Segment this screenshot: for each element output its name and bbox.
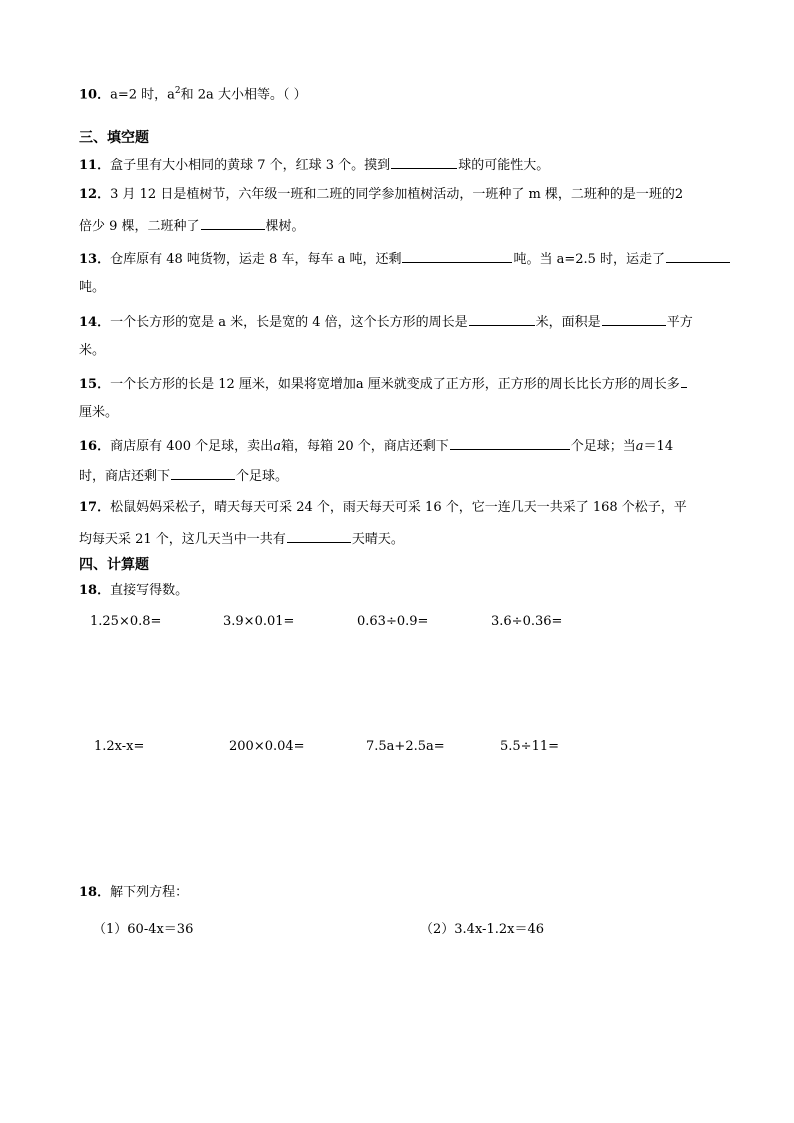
question-17-line2 — [79, 529, 404, 549]
exponent: 2 — [174, 86, 181, 96]
question-text: 商店原有 400 个足球，卖出 — [110, 439, 274, 454]
answer-blank[interactable] — [469, 312, 535, 326]
answer-blank[interactable] — [287, 529, 351, 543]
question-text: 棵树。 — [265, 219, 305, 234]
calc-item: 7.5a+2.5a= — [366, 739, 445, 754]
calc-item: 5.5÷11= — [500, 739, 560, 754]
question-text: 一个长方形的长是 12 厘米，如果将宽增加a 厘米就变成了正方形，正方形的周长比长方形的周长多 — [110, 377, 680, 392]
question-number: 16 — [79, 439, 98, 454]
question-text: 一个长方形的宽是 a 米，长是宽的 4 倍，这个长方形的周长是 — [110, 315, 468, 330]
calc-item: 3.6÷0.36= — [491, 614, 563, 629]
question-text: 均每天采 21 个，这几天当中一共有 — [79, 532, 286, 547]
answer-blank[interactable] — [402, 249, 512, 263]
section-title-fill-in: 三、填空题 — [79, 130, 149, 146]
equation-2: （2）3.4x-1.2x＝46 — [420, 922, 544, 937]
answer-blank[interactable] — [391, 155, 457, 169]
question-13: 13．仓库原有 48 吨货物，运走 8 车，每车 a 吨，还剩 吨。当 a=2.5 时，运走了 — [79, 249, 731, 269]
answer-blank[interactable] — [450, 436, 570, 450]
question-14: 14．一个长方形的宽是 a 米，长是宽的 4 倍，这个长方形的周长是 米，面积是 平方 — [79, 312, 693, 332]
equation-1: （1）60-4x＝36 — [93, 922, 194, 937]
question-10: 10．a=2 时，$a^2$和 2a 大小相等。（ ） — [79, 86, 307, 103]
question-14-line2: 米。 — [79, 343, 106, 358]
question-text: 盒子里有大小相同的黄球 7 个，红球 3 个。摸到 — [110, 158, 391, 173]
question-number: 18 — [79, 885, 98, 900]
question-text: 松鼠妈妈采松子，晴天每天可采 24 个，雨天每天可采 16 个，它一连几天一共采了 168 个松子，平 — [110, 500, 687, 515]
question-13-line2: 吨。 — [79, 280, 106, 295]
variable: a — [273, 439, 281, 454]
answer-blank[interactable] — [201, 216, 265, 230]
question-11: 11．盒子里有大小相同的黄球 7 个，红球 3 个。摸到 球的可能性大。 — [79, 155, 549, 175]
question-number: 11 — [79, 158, 98, 173]
question-text: 平方 — [666, 315, 693, 330]
question-12: 12．3 月 12 日是植树节，六年级一班和二班的同学参加植树活动，一班种了 m 棵，二班种的是一班的2 — [79, 187, 684, 202]
section-title-calculation: 四、计算题 — [79, 557, 149, 573]
question-number: 10 — [79, 87, 98, 103]
calc-item: 1.2x-x= — [94, 739, 145, 754]
calc-item: 1.25×0.8= — [90, 614, 162, 629]
question-text: 和 2a 大小相等。（ ） — [180, 87, 307, 103]
question-18-equations: 18．解下列方程： — [79, 885, 189, 900]
answer-blank[interactable] — [666, 249, 730, 263]
calc-item: 0.63÷0.9= — [357, 614, 429, 629]
question-text: 解下列方程： — [110, 885, 189, 900]
answer-blank[interactable] — [171, 466, 235, 480]
question-15-line2: 厘米。 — [79, 405, 119, 420]
answer-blank[interactable] — [602, 312, 666, 326]
question-text: 3 月 12 日是植树节，六年级一班和二班的同学参加植树活动，一班种了 m 棵，二班种的是一班的2 — [110, 187, 684, 202]
question-text: 直接写得数。 — [110, 583, 189, 598]
question-text: 倍少 9 棵，二班种了 — [79, 219, 200, 234]
question-number: 12 — [79, 187, 98, 202]
question-text: 箱，每箱 20 个，商店还剩下 — [280, 439, 449, 454]
question-16: 16．商店原有 400 个足球，卖出a箱，每箱 20 个，商店还剩下 个足球；当a＝14 — [79, 436, 673, 456]
question-text: 米，面积是 — [535, 315, 601, 330]
question-15: 15．一个长方形的长是 12 厘米，如果将宽增加a 厘米就变成了正方形，正方形的周长比长方形的周长多 — [79, 374, 688, 394]
question-18-direct: 18．直接写得数。 — [79, 583, 189, 598]
question-number: 18 — [79, 583, 98, 598]
question-text: ＝14 — [643, 439, 674, 454]
question-text: 仓库原有 48 吨货物，运走 8 车，每车 a 吨，还剩 — [110, 252, 402, 267]
question-text: 天晴天。 — [351, 532, 404, 547]
question-12-line2 — [79, 216, 305, 236]
calc-item: 3.9×0.01= — [223, 614, 295, 629]
question-text: 个足球；当 — [570, 439, 636, 454]
question-text: 个足球。 — [236, 469, 289, 484]
question-16-line2 — [79, 466, 288, 486]
question-number: 13 — [79, 252, 98, 267]
question-text: 吨。当 a=2.5 时，运走了 — [513, 252, 666, 267]
question-number: 17 — [79, 500, 98, 515]
calc-item: 200×0.04= — [229, 739, 305, 754]
question-17: 17．松鼠妈妈采松子，晴天每天可采 24 个，雨天每天可采 16 个，它一连几天一共采了 168 个松子，平 — [79, 500, 687, 515]
question-number: 15 — [79, 377, 98, 392]
question-text: 球的可能性大。 — [458, 158, 550, 173]
question-text: 时，商店还剩下 — [79, 469, 171, 484]
question-text: a=2 时，a — [110, 87, 175, 103]
variable: a — [635, 439, 644, 454]
answer-blank[interactable] — [681, 374, 687, 388]
question-number: 14 — [79, 315, 98, 330]
